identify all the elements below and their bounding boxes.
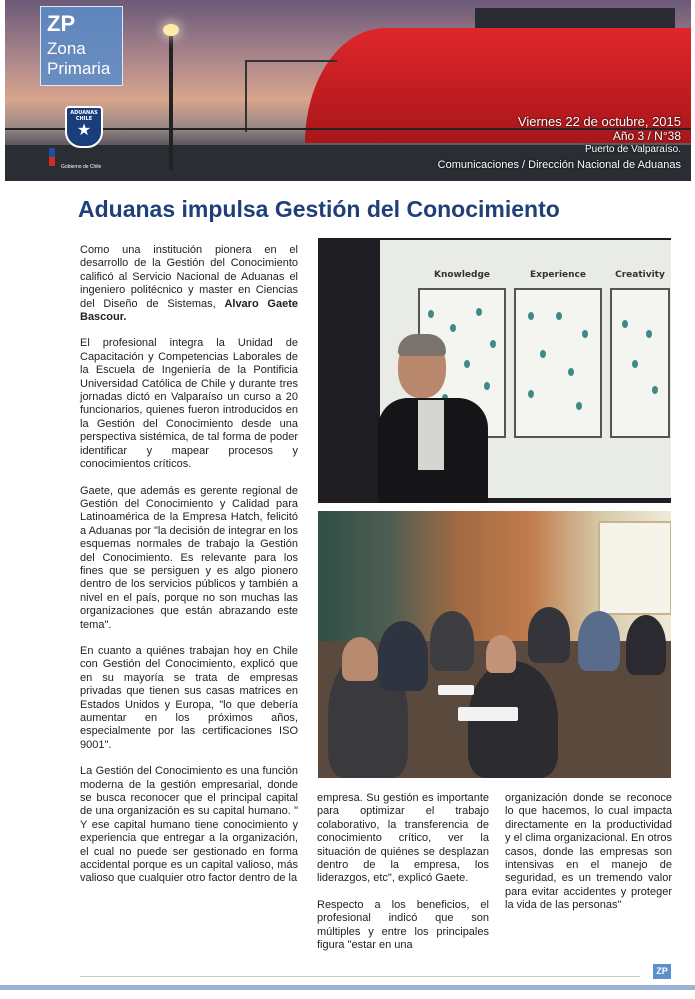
dot <box>556 312 562 320</box>
issue-date: Viernes 22 de octubre, 2015 <box>517 114 681 129</box>
footer-zp-logo: ZP <box>653 964 671 979</box>
presenter-hair <box>398 334 446 356</box>
attendee <box>378 621 428 691</box>
port-crane <box>245 60 337 132</box>
article-column-3 <box>505 792 672 926</box>
slide-panel-experience <box>514 270 602 438</box>
lamp-light <box>163 24 179 36</box>
article-column-2 <box>317 792 489 965</box>
logo-name <box>47 39 110 79</box>
dot <box>428 310 434 318</box>
paper <box>438 685 474 695</box>
slide-label-experience: Experience <box>530 270 586 280</box>
footer-divider <box>80 976 640 977</box>
attendee-head <box>486 635 516 673</box>
footer-bar <box>0 985 695 990</box>
paragraph-1-text: Como una institución pionera en el desarrollo de la Gestión del Conocimiento calificó al Servicio Nacional de Aduanas el ingeniero politécnico y master en Ciencias del Diseño de Sistemas, <box>80 244 298 310</box>
speaker-name: Alvaro Gaete Bascour. <box>80 297 298 324</box>
presenter-shirt <box>418 400 444 470</box>
attendee <box>626 615 666 675</box>
gobierno-label: Gobierno de Chile <box>61 164 102 170</box>
attendee-head <box>342 637 378 681</box>
dot <box>528 312 534 320</box>
dot <box>568 368 574 376</box>
header-banner <box>5 0 691 181</box>
street-lamp <box>169 30 173 170</box>
issue-dept: Comunicaciones / Dirección Nacional de Aduanas <box>437 159 681 171</box>
paper <box>458 707 518 721</box>
dot <box>476 308 482 316</box>
slide-label-knowledge: Knowledge <box>433 270 491 280</box>
dot <box>528 390 534 398</box>
attendee <box>578 611 620 671</box>
star-icon: ★ <box>76 120 92 139</box>
col2-paragraph-1: empresa. Su gestión es importante para optimizar el trabajo colaborativo, la transferencia de conocimiento crítico, ver la situación de quiénes se desplazan dentro de la empresa, los liderazgos, etc", explicó Gaete. <box>317 792 489 885</box>
classroom-window <box>598 521 671 615</box>
paragraph-2: El profesional integra la Unidad de Capacitación y Competencias Laborales de la Escuela de Ingeniería de la Pontificia Universidad Católica de Chile y durante tres jornadas dictó en Valparaíso un curso a 20 funcionarios, quienes fueron introducidos en la Gestión del Conocimiento desde una perspectiva sistémica, de tal forma de poder identificar y mapear procesos y conocimientos críticos. <box>80 337 298 471</box>
photo-audience <box>318 511 671 778</box>
dot <box>632 360 638 368</box>
article-column-1 <box>80 244 298 899</box>
col3-paragraph-1: organización donde se reconoce lo que hacemos, lo cual impacta directamente en la productividad y el clima organizacional. En otros casos, donde las empresas son intensivas en el manejo de seguridad, es un tremendo valor para evitar accidentes y proteger la vida de las personas" <box>505 792 672 912</box>
logo-abbr: ZP <box>47 11 76 36</box>
aduanas-seal <box>65 106 103 148</box>
article-title: Aduanas impulsa Gestión del Conocimiento <box>78 196 560 222</box>
issue-number: Año 3 / N°38 <box>612 129 681 143</box>
attendee <box>430 611 474 671</box>
paragraph-4: En cuanto a quiénes trabajan hoy en Chile con Gestión del Conocimiento, explicó que en su mayoría se trata de empresas privadas que tienen sus casas matrices en Estados Unidos y Europa, "lo que debería aumentar en los próximos años, especialmente por las certificaciones ISO 9001". <box>80 644 298 751</box>
col2-paragraph-2: Respecto a los beneficios, el profesional indicó que son múltiples y entre los principales figura "estar en una <box>317 898 489 952</box>
seal-text: ADUANAS CHILE <box>70 110 98 122</box>
attendee <box>528 607 570 663</box>
slide-panel-creativity <box>610 270 670 438</box>
paragraph-5: La Gestión del Conocimiento es una función moderna de la gestión empresarial, donde se busca reconocer que el principal capital de una organización es su capital humano. " Y ese capital humano tiene conocimiento y experiencia que entregar a la organización, el cual no puede ser gestionado en forma accidental porque es un capital valioso, más valioso que cualquier otro factor dentro de la <box>80 765 298 885</box>
logo-line2: Primaria <box>47 59 111 78</box>
dot <box>622 320 628 328</box>
dot <box>646 330 652 338</box>
issue-info <box>438 114 681 173</box>
paragraph-1 <box>80 244 298 324</box>
dot <box>582 330 588 338</box>
dot <box>484 382 490 390</box>
logo-line1: Zona <box>47 39 86 58</box>
dot <box>464 360 470 368</box>
dot <box>652 386 658 394</box>
photo-presenter <box>318 238 671 503</box>
slide-label-creativity: Creativity <box>615 270 665 280</box>
dot <box>576 402 582 410</box>
dot <box>540 350 546 358</box>
paragraph-3: Gaete, que además es gerente regional de Gestión del Conocimiento y Calidad para Latinoamérica de la Empresa Hatch, felicitó a Aduanas por "la decisión de integrar en los esquemas normales de trabajo la Gestión del Conocimiento. Es relevante para los fines que se persiguen y es algo pionero dentro de los servicios públicos y también a nivel en el país, porque no son muchas las organizaciones que están abrazando este tema". <box>80 484 298 631</box>
dot <box>450 324 456 332</box>
zona-primaria-logo <box>40 6 123 86</box>
chile-flag-icon <box>49 148 55 166</box>
issue-place: Puerto de Valparaíso. <box>585 144 681 155</box>
dot <box>490 340 496 348</box>
